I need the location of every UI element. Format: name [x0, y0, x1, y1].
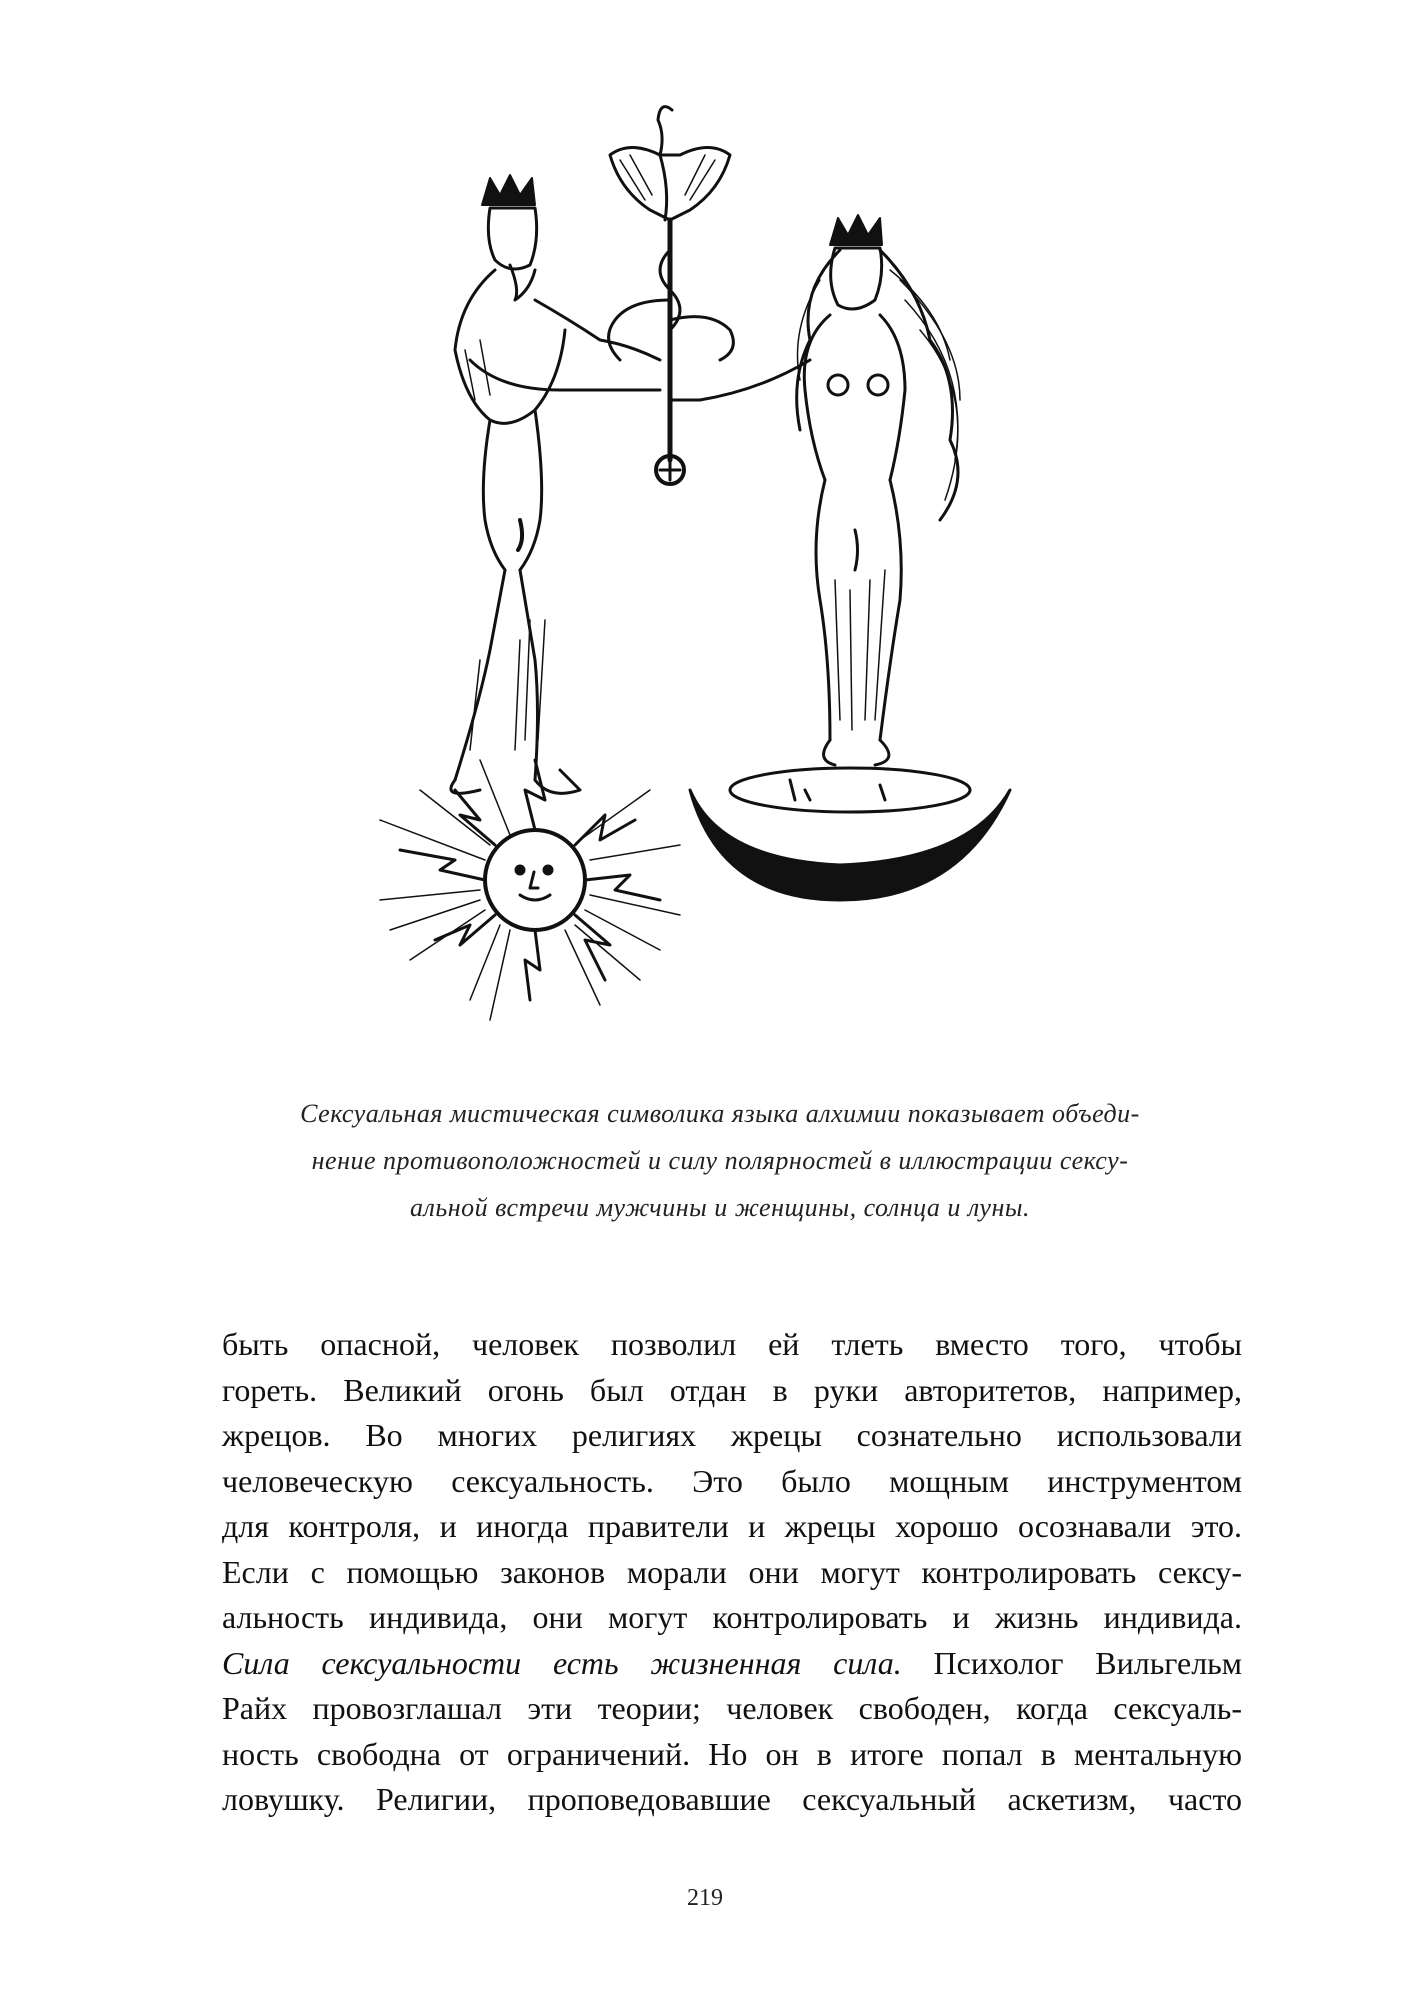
sun-figure: [380, 760, 680, 1020]
body-line-rest: Психолог Вильгельм: [901, 1644, 1243, 1681]
body-paragraph: [222, 1322, 1242, 1823]
body-line: жрецов. Во многих религиях жрецы сознательно использовали: [222, 1417, 1242, 1453]
body-line: Если с помощью законов морали они могут контролировать сексу-: [222, 1553, 1242, 1590]
body-line: ность свободна от ограничений. Но он в итоге попал в ментальную: [222, 1735, 1242, 1772]
body-line: Рaйх провозглашал эти теории; человек свободен, когда сексуаль-: [222, 1690, 1242, 1726]
body-line: альность индивида, они могут контролировать и жизнь индивида.: [222, 1599, 1242, 1635]
body-line-with-italic: [222, 1641, 1242, 1687]
body-line: для контроля, и иногда правители и жрецы хорошо осознавали это.: [222, 1508, 1242, 1544]
body-line: человеческую сексуальность. Это было мощным инструментом: [222, 1462, 1242, 1499]
dove-and-staff: [609, 107, 734, 484]
alchemical-woodcut-illustration: [360, 100, 1110, 1070]
crescent-moon: [690, 768, 1010, 900]
body-line: ловушку. Религии, проповедовавшие сексуальный аскетизм, часто: [222, 1781, 1242, 1817]
caption-line: альной встречи мужчины и женщины, солнца и луны.: [410, 1193, 1030, 1222]
body-line: гореть. Великий огонь был отдан в руки авторитетов, например,: [222, 1371, 1242, 1408]
king-figure: [451, 175, 660, 793]
body-line: быть опасной, человек позволил ей тлеть вместо того, чтобы: [222, 1326, 1242, 1362]
queen-figure: [670, 215, 960, 765]
caption-line: нение противоположностей и силу полярностей в иллюстрации сексу-: [311, 1146, 1129, 1175]
page-number: 219: [687, 1885, 723, 1911]
figure-caption: [210, 1090, 1230, 1231]
italic-phrase: Сила сексуальности есть жизненная сила.: [222, 1644, 902, 1681]
caption-line: Сексуальная мистическая символика языка алхимии показывает объеди-: [300, 1099, 1140, 1128]
